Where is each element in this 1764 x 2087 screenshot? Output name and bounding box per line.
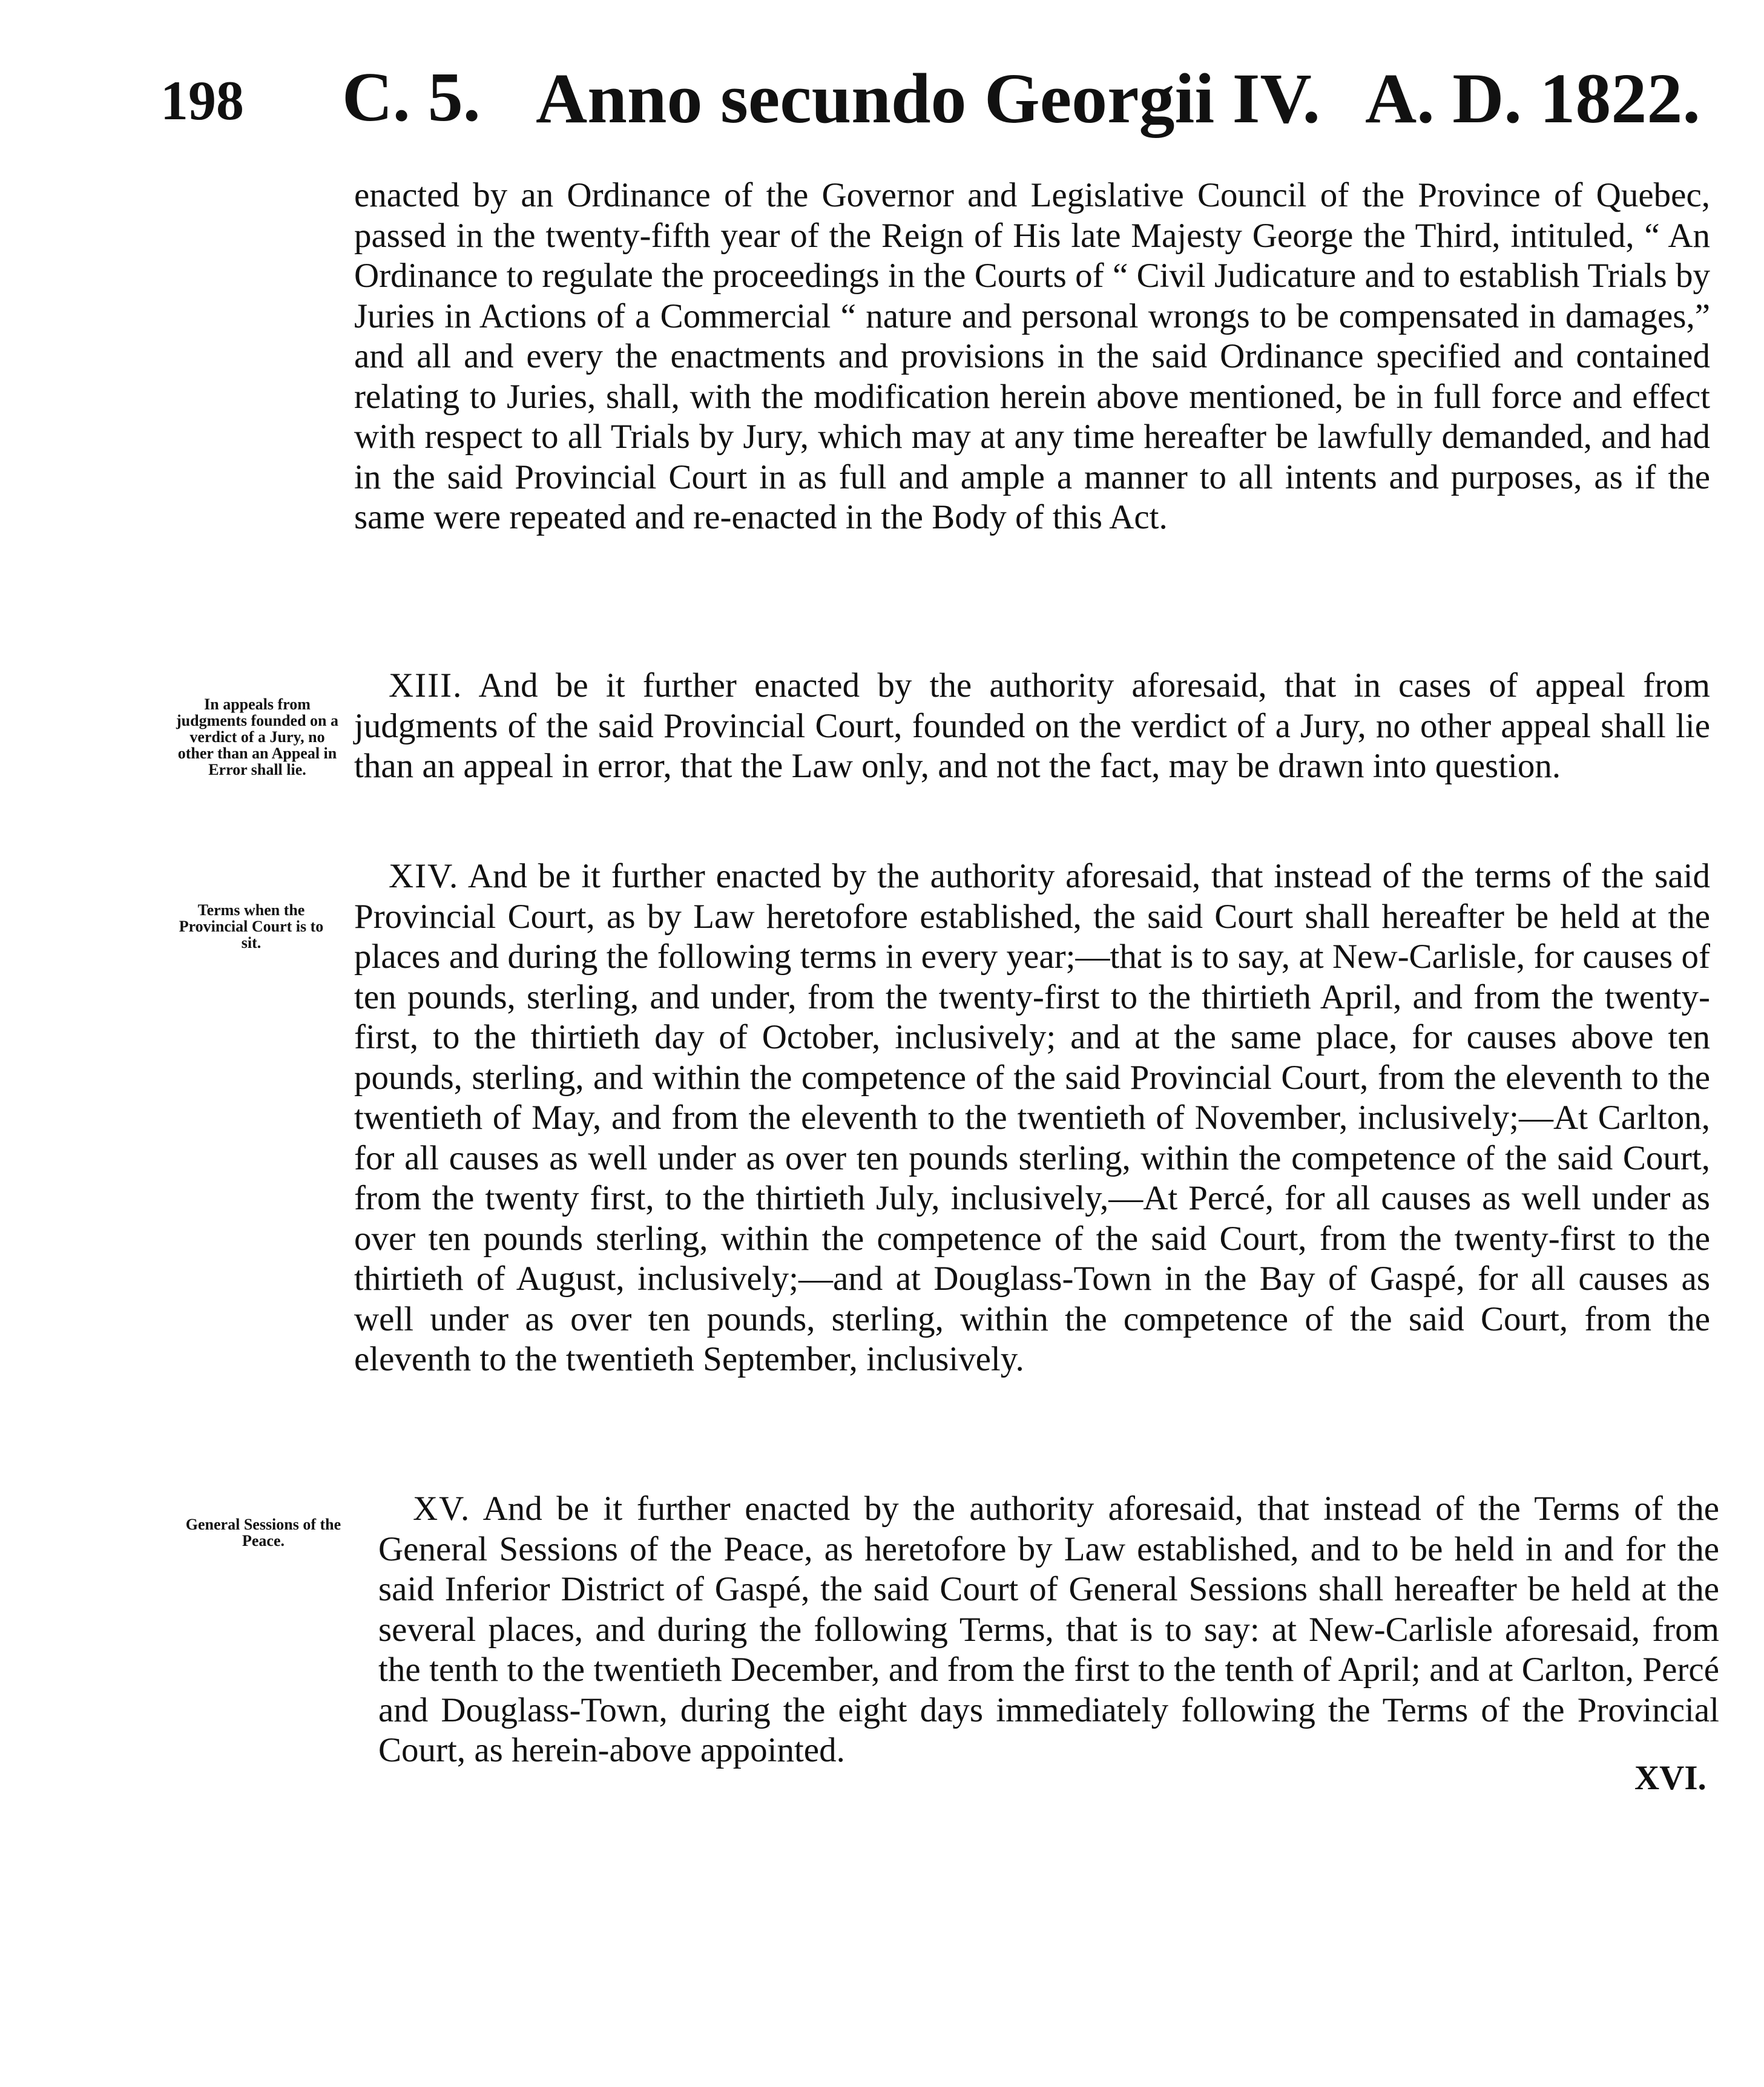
- running-title: Anno secundo Georgii IV.: [536, 59, 1321, 138]
- page-number: 198: [160, 70, 244, 131]
- section-text: And be it further enacted by the authority aforesaid, that in cases of appeal from judgments of the said Provincial Court, founded on the verdict of a Jury, no other appeal shall lie than an appeal in error, that the Law only, and not the fact, may be drawn into question.: [354, 666, 1711, 785]
- paragraph-text: enacted by an Ordinance of the Governor and Legislative Council of the Province of Quebec, passed in the twenty-fifth year of the Reign of His late Majesty George the Third, intituled, “ An Ordinance to regulate the proceedings in the Courts of “ Civil Judicature and to establish Trials by Juries in Actions of a Commercial “ nature and personal wrongs to be compensated in damages,” and all and every the enactments and provisions in the said Ordinance specified and contained relating to Juries, shall, with the modification herein above mentioned, be in full force and effect with respect to all Trials by Jury, which may at any time hereafter be lawfully demanded, and had in the said Provincial Court in as full and ample a manner to all intents and purposes, as if the same were repeated and re-enacted in the Body of this Act.: [354, 176, 1710, 536]
- catchword: XVI.: [1634, 1759, 1706, 1797]
- section-number: XV.: [413, 1490, 471, 1528]
- section-xv: [378, 1489, 1719, 1771]
- page-header: [160, 58, 1700, 148]
- continued-paragraph: [354, 176, 1710, 538]
- section-text: And be it further enacted by the authority aforesaid, that instead of the terms of the said Provincial Court, as by Law heretofore established, the said Court shall hereafter be held at the places and during the following terms in every year;—that is to say, at New-Carlisle, for causes of ten pounds, sterling, and under, from the twenty-first to the thirtieth April, and from the twenty-first, to the thirtieth day of October, inclusively; and at the same place, for causes above ten pounds, sterling, and within the competence of the said Provincial Court, from the eleventh to the twentieth of May, and from the eleventh to the twentieth of November, inclusively;—At Carlton, for all causes as well under as over ten pounds sterling, within the competence of the said Court, from the twenty first, to the thirtieth July, inclusively,—At Percé, for all causes as well under as over ten pounds sterling, within the competence of the said Court, from the twenty-first to the thirtieth of August, inclusively;—and at Douglass-Town in the Bay of Gaspé, for all causes as well under as over ten pounds, sterling, within the competence of the said Court, from the eleventh to the twentieth September, inclusively.: [354, 857, 1710, 1378]
- section-text: And be it further enacted by the authority aforesaid, that instead of the Terms of the General Sessions of the Peace, as heretofore by Law established, and to be held in and for the said Inferior District of Gaspé, the said Court of General Sessions shall hereafter be held at the several places, and during the following Terms, that is to say: at New-Carlisle aforesaid, from the tenth to the twentieth December, and from the first to the tenth of April; and at Carlton, Percé and Douglass-Town, during the eight days immediately following the Terms of the Provincial Court, as herein-above appointed.: [378, 1490, 1720, 1769]
- section-number: XIII.: [389, 666, 463, 705]
- margin-note-terms: Terms when the Provincial Court is to sit.: [179, 901, 324, 951]
- margin-note-appeals: In appeals from judgments founded on a verdict of a Jury, no other than an Appeal in Error shall lie.: [176, 695, 338, 778]
- section-xiv: [354, 856, 1710, 1380]
- section-xiii: [354, 666, 1710, 787]
- year-label: A. D. 1822.: [1365, 59, 1700, 138]
- margin-note-sessions: General Sessions of the Peace.: [185, 1516, 341, 1550]
- section-number: XIV.: [389, 857, 459, 895]
- chapter-number: C. 5.: [342, 59, 481, 136]
